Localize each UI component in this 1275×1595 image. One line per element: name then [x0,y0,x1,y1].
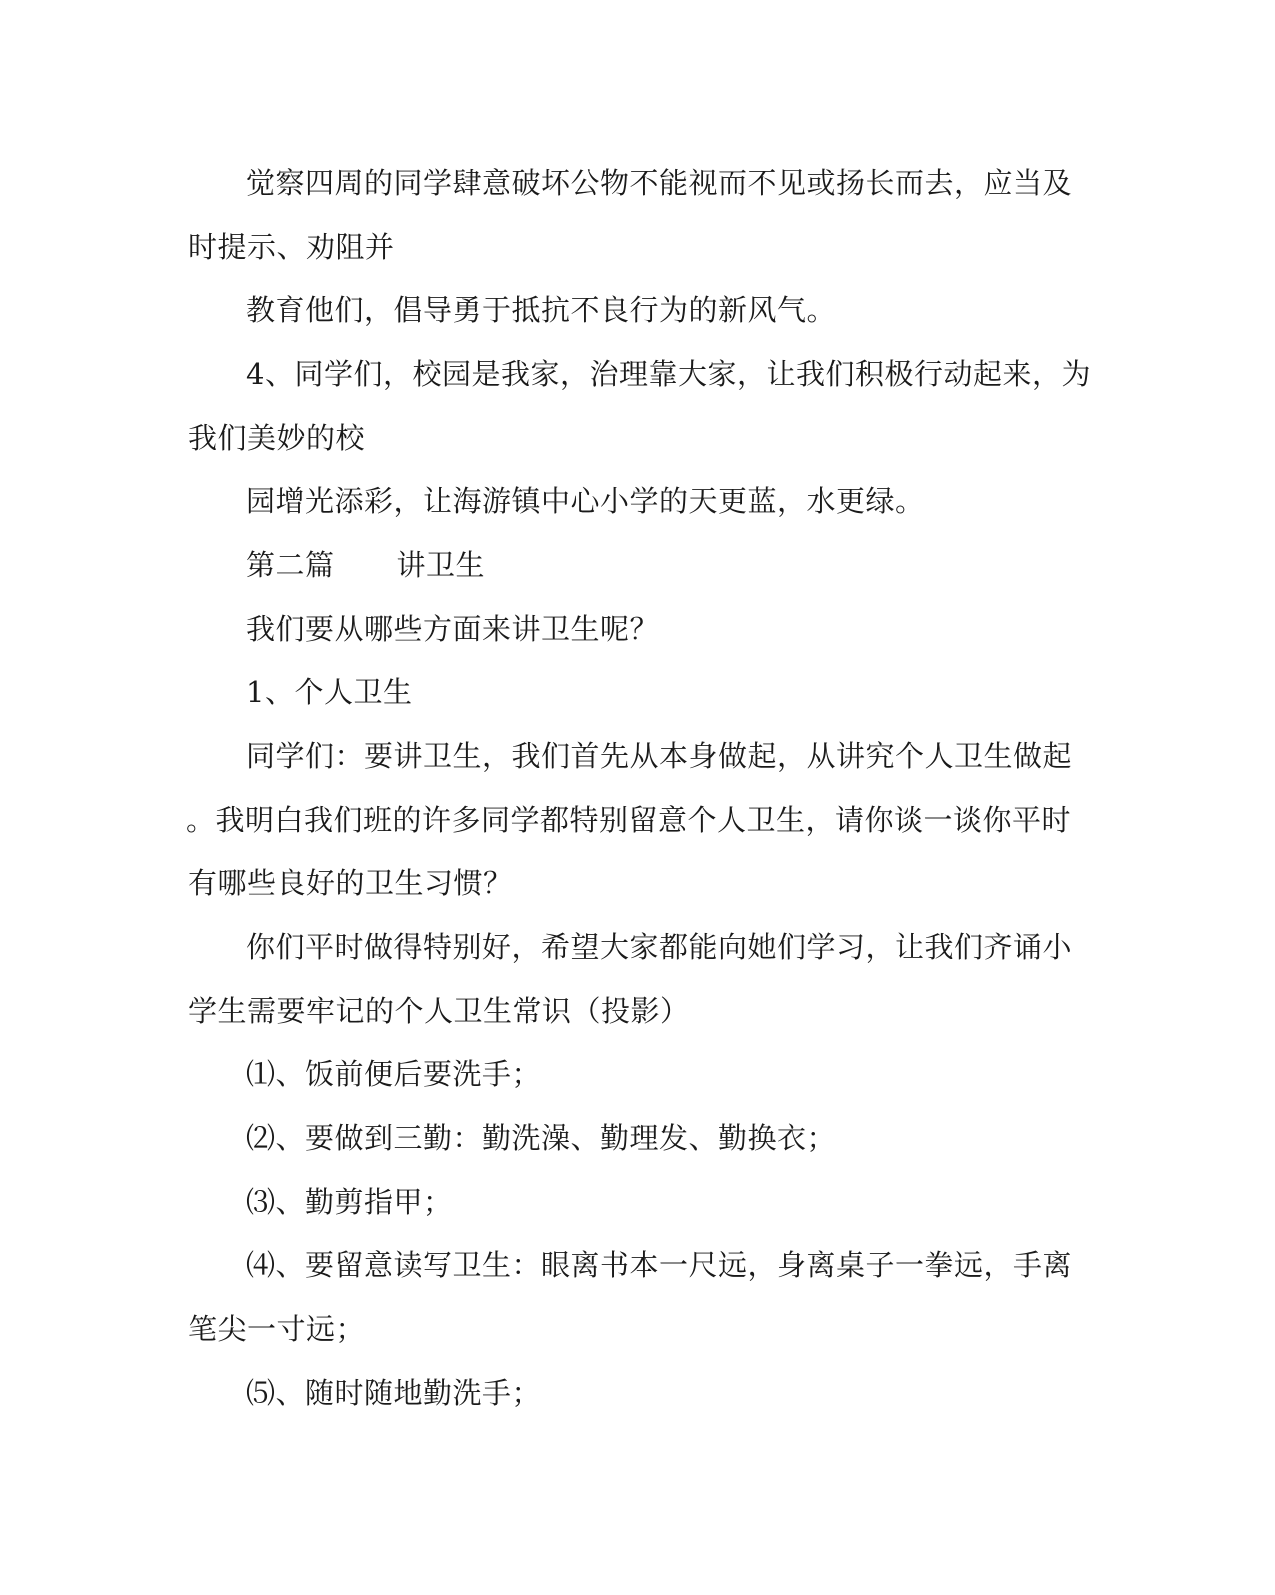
list-item: ⑷、要留意读写卫生：眼离书本一尺远，身离桌子一拳远，手离 [246,1248,1073,1282]
paragraph-line: 园增光添彩，让海游镇中心小学的天更蓝，水更绿。 [246,484,925,518]
section-heading-number: 第二篇 [246,548,335,582]
paragraph-line: 教育他们，倡导勇于抵抗不良行为的新风气。 [246,293,837,327]
paragraph-line: 我们美妙的校 [188,421,366,455]
paragraph-line: 1、个人卫生 [246,675,413,709]
paragraph-line: 同学们：要讲卫生，我们首先从本身做起，从讲究个人卫生做起 [246,739,1073,773]
paragraph-line: 学生需要牢记的个人卫生常识（投影） [188,994,690,1028]
list-item: ⑶、勤剪指甲； [246,1185,453,1219]
paragraph-line: 时提示、劝阻并 [188,230,395,264]
list-item-continuation: 笔尖一寸远； [188,1312,366,1346]
list-item: ⑸、随时随地勤洗手； [246,1376,542,1410]
paragraph-line: 我们要从哪些方面来讲卫生呢？ [246,612,660,646]
paragraph-line: 觉察四周的同学肆意破坏公物不能视而不见或扬长而去，应当及 [246,166,1073,200]
section-heading-title: 讲卫生 [396,548,486,582]
section-heading [246,547,485,583]
paragraph-line: 你们平时做得特别好，希望大家都能向她们学习，让我们齐诵小 [246,930,1073,964]
paragraph-line: 4、同学们，校园是我家，治理靠大家，让我们积极行动起来，为 [246,357,1091,391]
list-item: ⑵、要做到三勤：勤洗澡、勤理发、勤换衣； [246,1121,837,1155]
list-item: ⑴、饭前便后要洗手； [246,1057,542,1091]
paragraph-line: 。我明白我们班的许多同学都特别留意个人卫生，请你谈一谈你平时 [186,803,1072,837]
paragraph-line: 有哪些良好的卫生习惯？ [188,866,513,900]
